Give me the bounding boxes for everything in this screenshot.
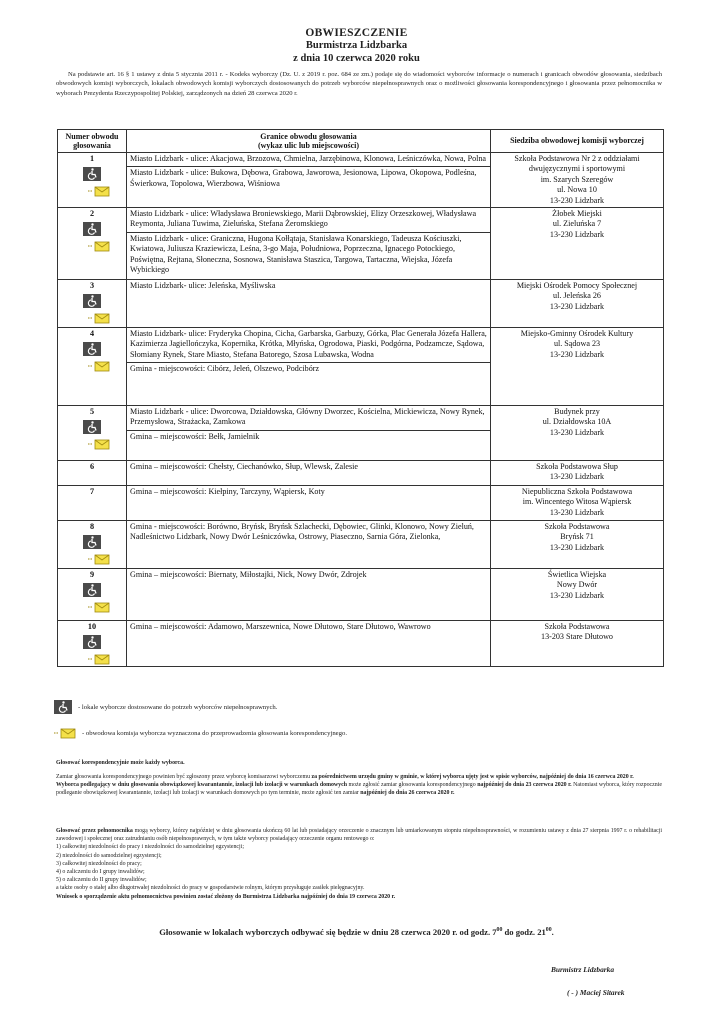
commission-seat-line: ul. Działdowska 10A [542,417,612,427]
district-borders-cell [127,280,491,328]
wheelchair-icon [83,420,101,434]
district-number: 6 [89,462,95,472]
district-number: 3 [89,281,95,291]
district-borders-cell [127,153,491,208]
postal-info: Zamiar głosowania korespondencyjnego powinien być zgłoszony przez wyborcę komisarzowi wyborczemu za pośrednictwem urzędu gminy w gminie, w której wyborca ujęty jest w spisie wyborców, najpóźniej do dnia 16 czerwca 2020 r. Wyborca podlegający w dniu głosowania obowiązkowej kwarantannie, izolacji lub izolacji w warunkach domowych może zgłosić zamiar głosowania korespondencyjnego najpóźniej do dnia 23 czerwca 2020 r. Natomiast wyborca, który rozpocznie podleganie obowiązkowej kwarantannie, izolacji lub izolacji w warunkach domowych po tym terminie, może zgłosić ten zamiar najpóźniej do dnia 26 czerwca 2020 r. [56,774,662,797]
commission-seat-line: Szkoła Podstawowa Słup [536,462,618,472]
commission-seat-cell [491,406,664,461]
commission-seat-line: im. Wincentego Witosa Wąpiersk [522,497,632,507]
proxy-item: 2) niezdolności do samodzielnej egzystencji; [56,852,162,859]
wheelchair-icon [83,222,101,236]
district-borders-text: Miasto Lidzbark- ulice: Fryderyka Chopina, Cicha, Garbarska, Garbuzy, Górka, Plac Generała Józefa Hallera, Kazimierza Jagiellończyka, Kopernika, Krótka, Młyńska, Ogrodowa, Piaski, Podgórna, Podzamcze, Sądowa, Słomiany Rynek, Stare Miasto, Stefana Batorego, Szosa Lubawska, Wodna [130,329,487,359]
envelope-icon [88,654,110,665]
table-row [58,621,664,667]
commission-seat-line: 13-230 Lidzbark [549,472,605,482]
commission-seat-line: Świetlica Wiejska [547,570,607,580]
district-number: 8 [89,522,95,532]
district-number-cell [58,208,127,280]
header-number: Numer obwodu głosowania [58,130,127,153]
commission-seat-line: 13-230 Lidzbark [549,195,605,205]
signature-name: ( - ) Maciej Sitarek [567,988,625,997]
wheelchair-icon [54,700,72,714]
district-borders-text: Gmina - miejscowości: Cibórz, Jeleń, Olszewo, Podcibórz [127,362,490,376]
district-borders-text: Gmina – miejscowości: Bełk, Jamielnik [127,430,490,444]
district-borders-text: Miasto Lidzbark - ulice: Władysława Broniewskiego, Marii Dąbrowskiej, Elizy Orzeszkowej, Władysława Reymonta, Juliana Tuwima, Zieluńska, Stefana Żeromskiego [130,209,477,229]
commission-seat-line: im. Szarych Szeregów [540,174,614,184]
commission-seat-line: Szkoła Podstawowa [544,522,610,532]
notice-date: z dnia 10 czerwca 2020 roku [293,53,420,64]
commission-seat-line: 13-230 Lidzbark [549,301,605,311]
postal-title: Głosować korespondencyjnie może każdy wyborca. [56,760,185,766]
district-borders-text: Miasto Lidzbark - ulice: Akacjowa, Brzozowa, Chmielna, Jarzębinowa, Klonowa, Leśniczówka, Nowa, Polna [130,154,487,163]
district-borders-text: Gmina – miejscowości: Chełsty, Ciechanówko, Słup, Wlewsk, Zalesie [130,462,358,472]
envelope-icon [88,554,110,565]
legend-accessible-text: - lokale wyborcze dostosowane do potrzeb wyborców niepełnosprawnych. [78,703,278,711]
commission-seat-cell [491,208,664,280]
district-borders-text: Miasto Lidzbark - ulice: Dworcowa, Działdowska, Główny Dworzec, Kościelna, Mickiewicza, Nowy Rynek, Przemysłowa, Strażacka, Zamkowa [130,407,485,427]
district-borders-text: Gmina - miejscowości: Borówno, Bryńsk, Bryńsk Szlachecki, Dębowiec, Glinki, Klonowo, Nowy Zieluń, Nadleśnictwo Lidzbark, Nowy Dwór Leśniczówka, Ostrowy, Piaseczno, Sarnia Góra, Zielonka, [130,522,474,542]
legend-postal-text: - obwodowa komisja wyborcza wyznaczona do przeprowadzenia głosowania korespondencyjnego. [82,730,347,737]
envelope-icon [88,186,110,197]
district-number: 2 [89,209,95,219]
envelope-icon [88,602,110,613]
district-borders-cell [127,621,491,667]
district-borders-text: Miasto Lidzbark - ulice: Graniczna, Hugona Kołłątaja, Stanisława Konarskiego, Tadeusza Kościuszki, Kwiatowa, Juliusza Kraziewicza, Leśna, 3-go Maja, Południowa, Poprzeczna, Ignacego Potockiego, Poświętna, Rejtana, Słoneczna, Sosnowa, Stanisława Staszica, Targowa, Tartaczna, Wiejska, Józefa Wybickiego [127,232,490,278]
proxy-item: 5) o zaliczeniu do II grupy inwalidów; [56,877,147,884]
envelope-icon [88,313,110,324]
district-number-cell [58,280,127,328]
commission-seat-line: 13-230 Lidzbark [549,229,605,239]
district-number-cell [58,521,127,569]
proxy-item: 1) całkowitej niezdolności do pracy i niezdolności do samodzielnej egzystencji; [56,844,244,851]
commission-seat-line: 13-230 Lidzbark [549,590,605,600]
table-row [58,208,664,280]
commission-seat-line: 13-203 Stare Dłutowo [541,632,613,642]
district-number-cell [58,486,127,521]
district-number: 5 [89,407,95,417]
commission-seat-line: ul. Sądowa 23 [553,339,601,349]
commission-seat-cell [491,486,664,521]
wheelchair-icon [83,583,101,597]
table-row [58,406,664,461]
signature-title: Burmistrz Lidzbarka [551,965,615,974]
envelope-icon [88,439,110,450]
table-row [58,328,664,406]
commission-seat-cell [491,461,664,486]
table-row [58,280,664,328]
district-number-cell [58,621,127,667]
district-borders-text: Gmina – miejscowości: Adamowo, Marszewnica, Nowe Dłutowo, Stare Dłutowo, Wawrowo [130,622,431,632]
commission-seat-line: Miejski Ośrodek Pomocy Społecznej [516,281,638,291]
district-number: 4 [89,329,95,339]
commission-seat-line: 13-230 Lidzbark [549,542,605,552]
district-number-cell [58,569,127,621]
district-borders-cell [127,208,491,280]
commission-seat-cell [491,280,664,328]
proxy-item: a także osoby o stałej albo długotrwałej niezdolności do pracy w gospodarstwie rolnym, którym przysługuje zasiłek pielęgnacyjny. [56,885,365,892]
commission-seat-line: Miejsko-Gminny Ośrodek Kultury [520,329,634,339]
wheelchair-icon [83,342,101,356]
commission-seat-line: ul. Jeleńska 26 [553,291,601,301]
district-borders-cell [127,569,491,621]
commission-seat-cell [491,621,664,667]
header-borders: Granice obwodu głosowania (wykaz ulic lub miejscowości) [127,130,491,153]
commission-seat-cell [491,153,664,208]
district-number-cell [58,461,127,486]
wheelchair-icon [83,294,101,308]
commission-seat-line: 13-230 Lidzbark [549,507,605,517]
commission-seat-line: dwujęzycznymi i sportowymi [528,164,626,174]
envelope-icon [88,241,110,252]
legend-accessible [54,700,277,714]
table-row [58,461,664,486]
commission-seat-line: ul. Nowa 10 [557,185,597,195]
header-seat: Siedziba obwodowej komisji wyborczej [491,130,664,153]
intro-paragraph: Na podstawie art. 16 § 1 ustawy z dnia 5 stycznia 2011 r. - Kodeks wyborczy (Dz. U. z 2019 r. poz. 684 ze zm.) podaje się do wiadomości wyborców informacje o numerach i granicach obwodów głosowania, siedzibach obwodowych komisji wyborczych, lokalach obwodowych komisji wyborczych dostosowanych do potrzeb wyborców niepełnosprawnych oraz o możliwości głosowania korespondencyjnego i głosowania przez pełnomocnika w wyborach Prezydenta Rzeczypospolitej Polskiej, zarządzonych na dzień 28 czerwca 2020 r. [56,71,662,97]
district-borders-cell [127,328,491,406]
table-row [58,153,664,208]
district-borders-text: Gmina – miejscowości: Biernaty, Miłostajki, Nick, Nowy Dwór, Zdrojek [130,570,367,580]
envelope-icon [54,728,76,739]
table-row [58,521,664,569]
commission-seat-line: 13-230 Lidzbark [549,349,605,359]
commission-seat-cell [491,569,664,621]
commission-seat-line: Szkoła Podstawowa [544,622,610,632]
envelope-icon [88,361,110,372]
district-number: 9 [89,570,95,580]
district-number-cell [58,406,127,461]
table-row [58,486,664,521]
table-row [58,569,664,621]
commission-seat-line: Nowy Dwór [556,580,598,590]
district-borders-text: Miasto Lidzbark- ulice: Jeleńska, Myśliwska [130,281,276,291]
notice-title: OBWIESZCZENIE [305,27,408,39]
commission-seat-line: Żłobek Miejski [552,209,602,219]
district-number: 7 [89,487,95,497]
district-borders-cell [127,486,491,521]
proxy-item: 3) całkowitej niezdolności do pracy; [56,860,142,867]
proxy-deadline: Wniosek o sporządzenie aktu pełnomocnictwa powinien zostać złożony do Burmistrza Lidzbarka najpóźniej do dnia 19 czerwca 2020 r. [56,893,396,900]
wheelchair-icon [83,167,101,181]
commission-seat-line: ul. Zieluńska 7 [552,219,602,229]
commission-seat-line: Szkoła Podstawowa Nr 2 z oddziałami [514,154,640,163]
district-number: 10 [87,622,97,632]
commission-seat-line: Niepubliczna Szkoła Podstawowa [521,487,633,497]
district-borders-cell [127,461,491,486]
district-borders-cell [127,521,491,569]
district-number-cell [58,153,127,208]
district-number: 1 [89,154,95,163]
commission-seat-line: 13-230 Lidzbark [549,427,605,437]
voting-hours: Głosowanie w lokalach wyborczych odbywać się będzie w dniu 28 czerwca 2020 r. od godz. $7^{00}$ do godz. $21^{00}$. [159,927,554,937]
district-borders-text: Gmina – miejscowości: Kiełpiny, Tarczyny, Wąpiersk, Koty [130,487,325,497]
wheelchair-icon [83,635,101,649]
notice-issuer: Burmistrza Lidzbarka [305,40,408,51]
proxy-info: Głosować przez pełnomocnika mogą wyborcy, którzy najpóźniej w dniu głosowania ukończą 60 lat lub posiadający orzeczenie o znacznym lub umiarkowanym stopniu niepełnosprawności, w rozumieniu ustawy z dnia 27 sierpnia 1997 r. o rehabilitacji zawodowej i społecznej oraz zatrudnianiu osób niepełnosprawnych, w tym także wyborcy posiadający orzeczenie organu rentowego o: 1) całkowitej niezdolności do pracy i niezdolności do samodzielnej egzystencji; 2) niezdolności do samodzielnej egzystencji; 3) całkowitej niezdolności do pracy; 4) o zaliczeniu do I grupy inwalidów; 5) o zaliczeniu do II grupy inwalidów; a także osoby o stałej albo długotrwałej niezdolności do pracy w gospodarstwie rolnym, którym przysługuje zasiłek pielęgnacyjny. Wniosek o sporządzenie aktu pełnomocnictwa powinien zostać złożony do Burmistrza Lidzbarka najpóźniej do dnia 19 czerwca 2020 r. [56,828,662,900]
proxy-item: 4) o zaliczeniu do I grupy inwalidów; [56,869,145,876]
districts-table [57,129,664,667]
table-header-row [58,130,664,153]
district-number-cell [58,328,127,406]
district-borders-text: Miasto Lidzbark - ulice: Bukowa, Dębowa, Grabowa, Jaworowa, Jesionowa, Lipowa, Okopowa, Podleśna, Świerkowa, Topolowa, Wierzbowa, Wiśniowa [127,166,490,191]
commission-seat-line: Budynek przy [554,407,600,417]
commission-seat-line: Bryńsk 71 [560,532,594,542]
legend-postal [54,728,347,739]
district-borders-cell [127,406,491,461]
commission-seat-cell [491,328,664,406]
commission-seat-cell [491,521,664,569]
wheelchair-icon [83,535,101,549]
